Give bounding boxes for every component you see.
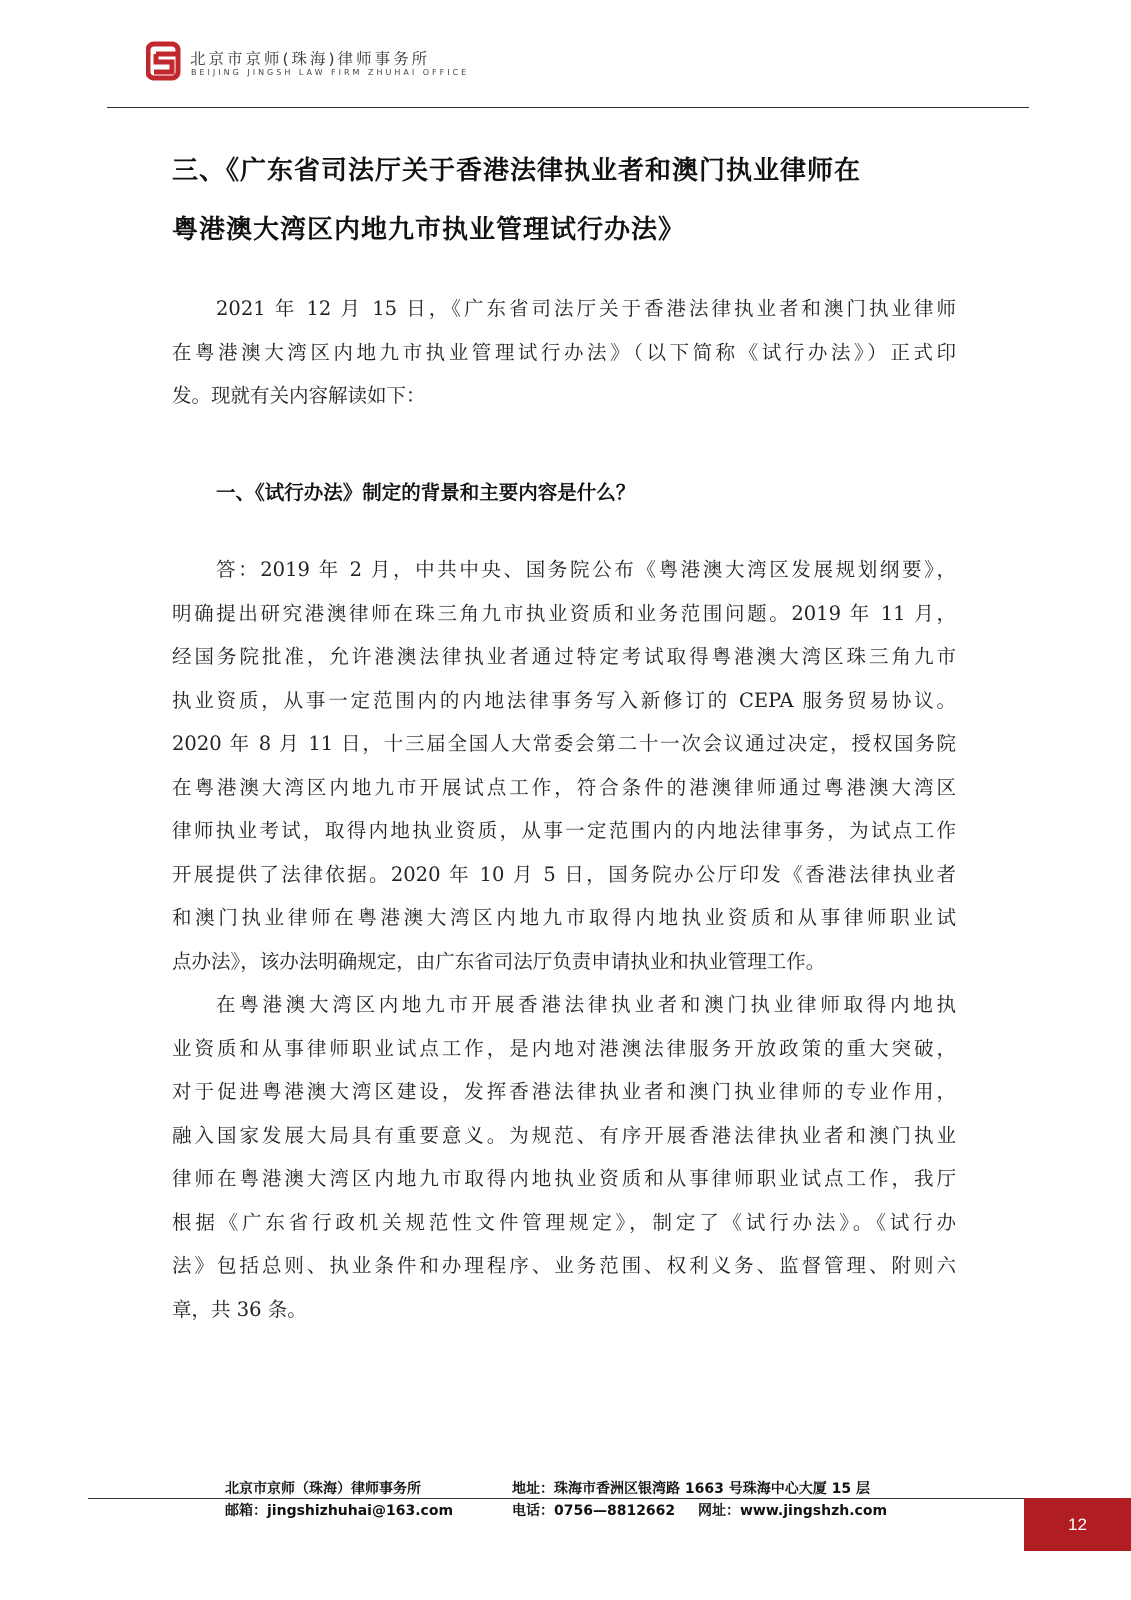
- footer-website: 网址：www.jingshzh.com: [698, 1503, 888, 1519]
- intro-line: 在粤港澳大湾区内地九市执业管理试行办法》（以下简称《试行办法》）正式印: [172, 341, 956, 364]
- answer-line: 答：2019 年 2 月，中共中央、国务院公布《粤港澳大湾区发展规划纲要》，: [216, 558, 956, 581]
- firm-logo: [146, 40, 186, 84]
- answer-line: 章，共 36 条。: [172, 1298, 307, 1321]
- question-heading: 一、《试行办法》制定的背景和主要内容是什么？: [216, 481, 636, 504]
- answer-line: 执业资质，从事一定范围内的内地法律事务写入新修订的 CEPA 服务贸易协议。: [172, 689, 956, 712]
- answer-line: 开展提供了法律依据。2020 年 10 月 5 日，国务院办公厅印发《香港法律执业者: [172, 863, 956, 886]
- footer-divider: [88, 1498, 1024, 1499]
- answer-line: 对于促进粤港澳大湾区建设，发挥香港法律执业者和澳门执业律师的专业作用，: [172, 1080, 956, 1103]
- firm-name-cn: 北京市京师(珠海)律师事务所: [190, 50, 431, 68]
- answer-line: 经国务院批准，允许港澳法律执业者通过特定考试取得粤港澳大湾区珠三角九市: [172, 645, 956, 668]
- answer-line: 律师执业考试，取得内地执业资质，从事一定范围内的内地法律事务，为试点工作: [172, 819, 956, 842]
- firm-name-en: BEIJING JINGSH LAW FIRM ZHUHAI OFFICE: [191, 68, 470, 77]
- answer-line: 律师在粤港澳大湾区内地九市取得内地执业资质和从事律师职业试点工作，我厅: [172, 1167, 956, 1190]
- answer-line: 和澳门执业律师在粤港澳大湾区内地九市取得内地执业资质和从事律师职业试: [172, 906, 956, 929]
- answer-line: 点办法》，该办法明确规定，由广东省司法厅负责申请执业和执业管理工作。: [172, 950, 826, 973]
- page-number: 12: [1024, 1498, 1131, 1551]
- section-title-line1: 三、《广东省司法厅关于香港法律执业者和澳门执业律师在: [172, 156, 862, 186]
- answer-line: 根据《广东省行政机关规范性文件管理规定》，制定了《试行办法》。《试行办: [172, 1211, 956, 1234]
- answer-line: 在粤港澳大湾区内地九市开展试点工作，符合条件的港澳律师通过粤港澳大湾区: [172, 776, 956, 799]
- intro-line: 2021 年 12 月 15 日，《广东省司法厅关于香港法律执业者和澳门执业律师: [216, 297, 956, 320]
- intro-line: 发。现就有关内容解读如下：: [172, 384, 426, 407]
- footer-firm-name: 北京市京师（珠海）律师事务所: [225, 1481, 421, 1497]
- answer-line: 融入国家发展大局具有重要意义。为规范、有序开展香港法律执业者和澳门执业: [172, 1124, 956, 1147]
- footer-email: 邮箱：jingshizhuhai@163.com: [225, 1503, 454, 1519]
- answer-line: 2020 年 8 月 11 日，十三届全国人大常委会第二十一次会议通过决定，授权国务院: [172, 732, 956, 755]
- footer-phone: 电话：0756—8812662: [512, 1503, 676, 1519]
- answer-line: 明确提出研究港澳律师在珠三角九市执业资质和业务范围问题。2019 年 11 月，: [172, 602, 956, 625]
- footer-address: 地址：珠海市香洲区银湾路 1663 号珠海中心大厦 15 层: [512, 1481, 870, 1497]
- header-divider: [107, 107, 1029, 108]
- answer-line: 业资质和从事律师职业试点工作，是内地对港澳法律服务开放政策的重大突破，: [172, 1037, 956, 1060]
- answer-line: 在粤港澳大湾区内地九市开展香港法律执业者和澳门执业律师取得内地执: [216, 993, 956, 1016]
- section-title-line2: 粤港澳大湾区内地九市执业管理试行办法》: [172, 215, 686, 245]
- answer-line: 法》包括总则、执业条件和办理程序、业务范围、权利义务、监督管理、附则六: [172, 1254, 956, 1277]
